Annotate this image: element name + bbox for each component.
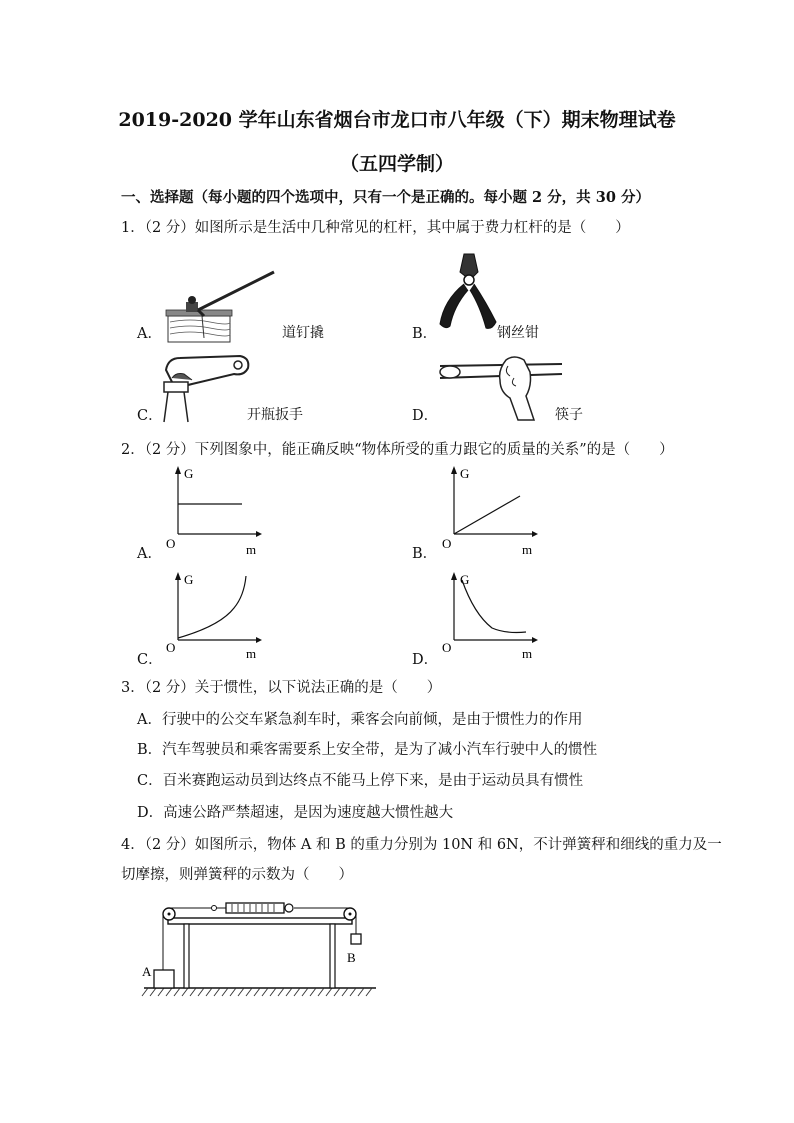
- q1-option-c-figure: [158, 352, 254, 424]
- q3-option-c: C．百米赛跑运动员到达终点不能马上停下来，是由于运动员具有惯性: [137, 773, 584, 789]
- q1-option-a-letter: A．: [137, 326, 162, 342]
- q1-option-d-letter: D．: [412, 408, 439, 424]
- q2-b-y-label: G: [460, 466, 470, 481]
- paper-title: 2019-2020 学年山东省烟台市龙口市八年级（下）期末物理试卷: [118, 109, 676, 131]
- q2-a-x-label: m: [246, 542, 257, 557]
- question-4-line1: 4．（2 分）如图所示，物体 A 和 B 的重力分别为 10N 和 6N，不计弹簧秤和细线的重力及一: [121, 837, 722, 853]
- q1-option-d-caption: 筷子: [555, 407, 583, 423]
- q2-d-x-label: m: [522, 646, 533, 661]
- question-3-text: 3．（2 分）关于惯性，以下说法正确的是（ ）: [121, 680, 442, 696]
- question-4-line2: 切摩擦，则弹簧秤的示数为（ ）: [121, 867, 353, 883]
- q1-option-b-caption: 钢丝钳: [497, 325, 539, 341]
- q2-a-y-label: G: [184, 466, 194, 481]
- q2-option-d-graph: [436, 568, 546, 664]
- q2-option-c-graph: [160, 568, 270, 664]
- q2-option-c-letter: C．: [137, 652, 163, 668]
- q2-option-a-graph: [160, 462, 270, 558]
- q2-c-x-label: m: [246, 646, 257, 661]
- q1-option-c-letter: C．: [137, 408, 163, 424]
- question-2-text: 2．（2 分）下列图象中，能正确反映“物体所受的重力跟它的质量的关系”的是（ ）: [121, 442, 674, 458]
- q2-d-y-label: G: [460, 572, 470, 587]
- q2-b-x-label: m: [522, 542, 533, 557]
- q2-option-d-letter: D．: [412, 652, 439, 668]
- block-b: [351, 934, 361, 944]
- q4-apparatus-diagram: [140, 896, 380, 1000]
- q2-b-origin: O: [442, 536, 452, 551]
- q1-option-b-figure: [434, 250, 504, 342]
- paper-subtitle: （五四学制）: [339, 153, 454, 175]
- q2-option-a-letter: A．: [137, 546, 162, 562]
- question-1-text: 1．（2 分）如图所示是生活中几种常见的杠杆，其中属于费力杠杆的是（ ）: [121, 220, 630, 236]
- q1-option-c-caption: 开瓶扳手: [247, 407, 303, 423]
- label-b: B: [347, 950, 356, 965]
- q2-option-b-graph: [436, 462, 546, 558]
- q1-option-b-letter: B．: [412, 326, 438, 342]
- q1-option-d-figure: [434, 352, 564, 422]
- q2-c-origin: O: [166, 640, 176, 655]
- q2-b-curve: [454, 496, 520, 534]
- label-a: A: [142, 964, 152, 979]
- block-a: [154, 970, 174, 988]
- q3-option-d: D．高速公路严禁超速，是因为速度越大惯性越大: [137, 805, 454, 821]
- q3-option-a: A．行驶中的公交车紧急刹车时，乘客会向前倾，是由于惯性力的作用: [137, 712, 583, 728]
- q2-d-curve: [462, 580, 526, 633]
- q2-d-origin: O: [442, 640, 452, 655]
- section-heading: 一、选择题（每小题的四个选项中，只有一个是正确的。每小题 2 分，共 30 分）: [121, 189, 650, 206]
- q1-option-a-caption: 道钉撬: [282, 325, 324, 341]
- q1-option-a-figure: [160, 264, 280, 346]
- q2-a-origin: O: [166, 536, 176, 551]
- q2-option-b-letter: B．: [412, 546, 438, 562]
- q3-option-b: B．汽车驾驶员和乘客需要系上安全带，是为了减小汽车行驶中人的惯性: [137, 742, 598, 758]
- q2-c-y-label: G: [184, 572, 194, 587]
